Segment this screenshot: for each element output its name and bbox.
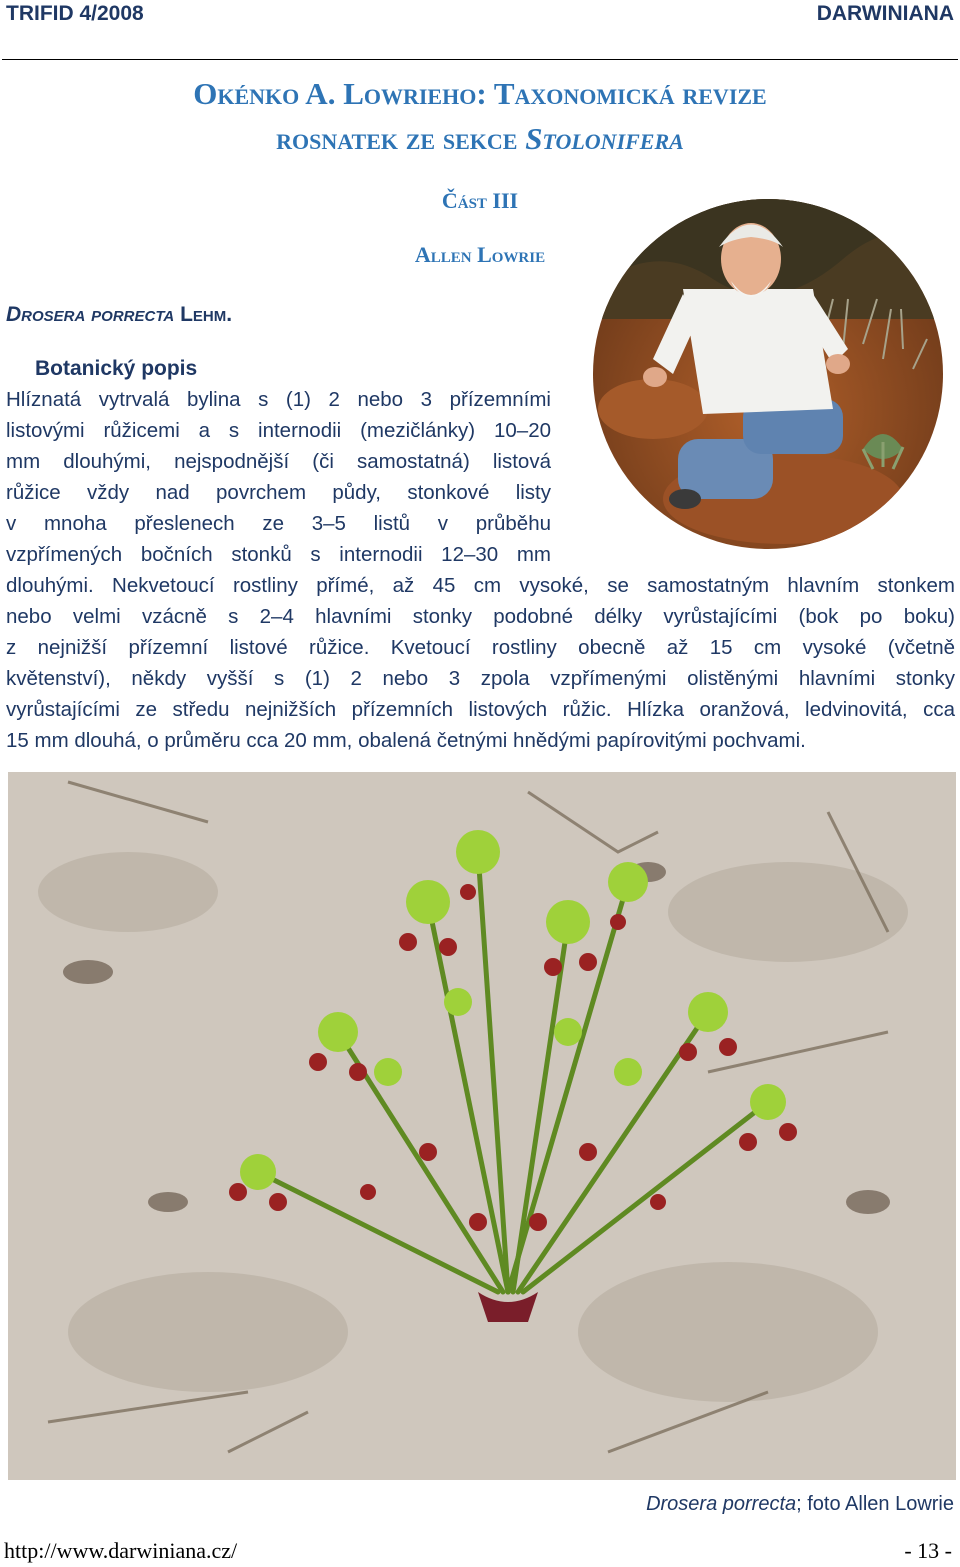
part-number: Část III bbox=[441, 188, 519, 213]
text-line: 15 mm dlouhá, o průměru cca 20 mm, obalená četnými hnědými papírovitými pochvami. bbox=[6, 729, 806, 752]
journal-issue: TRIFID 4/2008 bbox=[6, 2, 144, 25]
description-text-narrow bbox=[6, 384, 551, 570]
text-line: květenství), někdy vyšší s (1) 2 nebo 3 zpola vzpřímenými olistěnými hlavními stonky bbox=[6, 667, 955, 690]
text-line: mm dlouhými, nejspodnější (či samostatná) listová bbox=[6, 450, 551, 473]
footer-page-number: - 13 - bbox=[904, 1538, 952, 1563]
caption-credit: ; foto Allen Lowrie bbox=[796, 1493, 954, 1515]
text-line: Hlíznatá vytrvalá bylina s (1) 2 nebo 3 přízemními bbox=[6, 388, 551, 411]
description-text-full bbox=[6, 570, 955, 756]
text-line: vzpřímených bočních stonků s internodii 12–30 mm bbox=[6, 543, 551, 566]
species-author: Lehm. bbox=[174, 303, 233, 326]
photo-caption bbox=[646, 1493, 954, 1516]
plant-illustration bbox=[8, 772, 956, 1480]
title-line2-prefix: rosnatek ze sekce bbox=[276, 121, 526, 156]
text-line: v mnoha přeslenech ze 3–5 listů v průběhu bbox=[6, 512, 551, 535]
footer-website-url[interactable]: http://www.darwiniana.cz/ bbox=[4, 1538, 238, 1563]
author-portrait-photo bbox=[593, 199, 943, 549]
species-italic: Drosera porrecta bbox=[6, 303, 175, 326]
text-line: listovými růžicemi a s internodii (mezičlánky) 10–20 bbox=[6, 419, 551, 442]
article-title-line2 bbox=[0, 121, 960, 157]
page-header bbox=[0, 0, 960, 62]
text-line: z nejnižší přízemní listové růžice. Kvetoucí rostliny obecně až 15 cm vysoké (včetně bbox=[6, 636, 955, 659]
author-name: Allen Lowrie bbox=[414, 242, 546, 267]
text-line: dlouhými. Nekvetoucí rostliny přímé, až 45 cm vysoké, se samostatným hlavním stonkem bbox=[6, 574, 955, 597]
portrait-illustration bbox=[593, 199, 943, 549]
text-line: nebo velmi vzácně s 2–4 hlavními stonky podobné délky vyrůstajícími (bok po boku) bbox=[6, 605, 955, 628]
botanical-description-heading: Botanický popis bbox=[35, 357, 198, 380]
caption-species: Drosera porrecta bbox=[646, 1493, 797, 1515]
text-line: růžice vždy nad povrchem půdy, stonkové listy bbox=[6, 481, 551, 504]
title-line2-italic: Stolonifera bbox=[525, 121, 684, 156]
header-rule bbox=[2, 59, 958, 60]
article-title-line1: Okénko A. Lowrieho: Taxonomická revize bbox=[193, 76, 767, 111]
section-name: DARWINIANA bbox=[816, 2, 954, 25]
species-heading bbox=[6, 303, 232, 327]
text-line: vyrůstajícími ze středu nejnižších přízemních listových růžic. Hlízka oranžová, ledvinovitá, cca bbox=[6, 698, 955, 721]
drosera-porrecta-photo bbox=[8, 772, 956, 1480]
